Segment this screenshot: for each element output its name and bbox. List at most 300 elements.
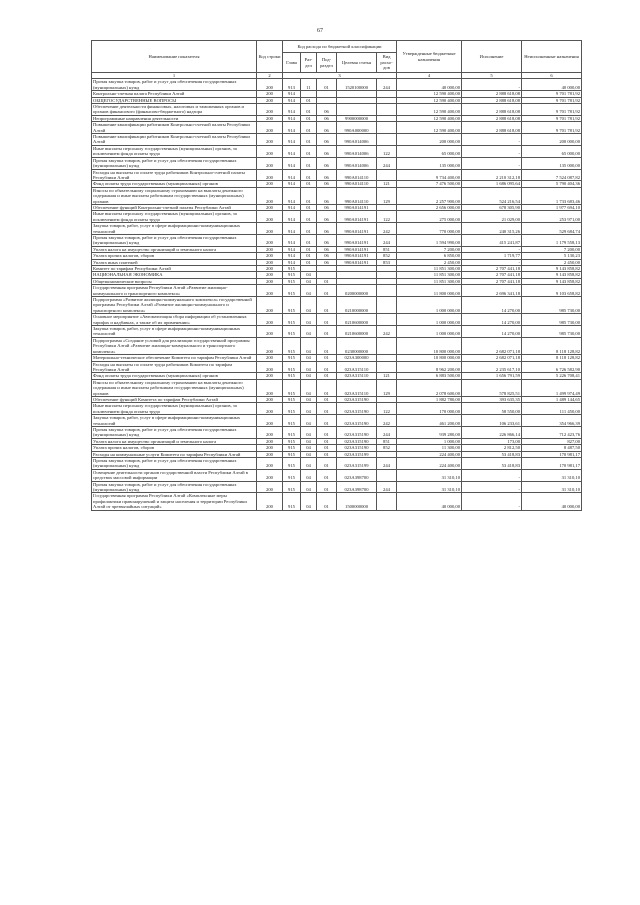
row-code: 200	[257, 297, 283, 314]
row-name: Фонд оплаты труда государственных (муниципальных) органов	[92, 181, 257, 187]
table-row	[92, 134, 582, 146]
row-executed: 1 719,77	[462, 253, 522, 259]
row-glava: 915	[283, 373, 301, 379]
row-approved: 2 450,00	[397, 259, 462, 265]
row-approved: 31 310,10	[397, 469, 462, 481]
row-executed: 58 550,00	[462, 403, 522, 415]
row-prz: 01	[317, 355, 337, 361]
row-name: Закупка товаров, работ, услуг в сфере информационно-коммуникационных технологий	[92, 223, 257, 235]
table-row	[92, 361, 582, 373]
row-not-executed: 8 487,50	[522, 445, 582, 451]
row-glava: 914	[283, 134, 301, 146]
row-executed: 393 635,35	[462, 396, 522, 402]
row-not-executed: 1 499 974,49	[522, 379, 582, 396]
row-code: 200	[257, 493, 283, 510]
row-csr: 990A014191	[337, 234, 377, 246]
row-rz: 04	[301, 396, 317, 402]
row-glava: 915	[283, 469, 301, 481]
row-vr: 853	[377, 259, 397, 265]
row-prz: 01	[317, 379, 337, 396]
row-prz: 01	[317, 285, 337, 297]
row-csr: 023A300000	[337, 355, 377, 361]
row-csr: 023A398700	[337, 481, 377, 493]
row-not-executed: 111 450,00	[522, 403, 582, 415]
row-glava: 914	[283, 91, 301, 97]
row-executed: 1 686 095,64	[462, 181, 522, 187]
row-glava: 915	[283, 272, 301, 278]
row-approved: 1 000 000,00	[397, 326, 462, 338]
row-executed: -	[462, 79, 522, 91]
row-name: Фонд оплаты труда государственных (муниципальных) органов	[92, 373, 257, 379]
row-name: Прочая закупка товаров, работ и услуг для обеспечения государственных (муниципальных) нужд	[92, 458, 257, 470]
row-csr: 990A014191	[337, 211, 377, 223]
row-vr	[377, 169, 397, 181]
header-prz: Под-раздел	[317, 53, 337, 73]
row-vr: 244	[377, 426, 397, 438]
row-approved: 8 962 200,00	[397, 361, 462, 373]
row-csr: 023A315190	[337, 438, 377, 444]
row-rz: 04	[301, 379, 317, 396]
row-name: НАЦИОНАЛЬНАЯ ЭКОНОМИКА	[92, 272, 257, 278]
row-rz: 01	[301, 253, 317, 259]
row-code: 200	[257, 97, 283, 103]
column-number: 5	[462, 73, 522, 79]
header-vr: Вид расхо-дов	[377, 53, 397, 73]
row-approved: 1 000 000,00	[397, 314, 462, 326]
row-approved: 12 590 400,00	[397, 122, 462, 134]
row-code: 200	[257, 115, 283, 121]
row-vr	[377, 469, 397, 481]
row-name: Уплата прочих налогов, сборов	[92, 445, 257, 451]
row-code: 200	[257, 187, 283, 204]
row-approved: 9 734 400,00	[397, 169, 462, 181]
row-rz: 01	[301, 259, 317, 265]
row-approved: 10 800 000,00	[397, 337, 462, 354]
row-glava: 914	[283, 211, 301, 223]
header-glava: Глава	[283, 53, 301, 73]
row-csr: 1500000000	[337, 493, 377, 510]
row-code: 200	[257, 403, 283, 415]
row-glava: 915	[283, 285, 301, 297]
table-row	[92, 379, 582, 396]
row-name: Непрограммные направления деятельности	[92, 115, 257, 121]
row-prz: 01	[317, 278, 337, 284]
row-not-executed: 7 524 087,82	[522, 169, 582, 181]
row-glava: 914	[283, 104, 301, 116]
row-glava: 915	[283, 403, 301, 415]
row-not-executed: 253 971,00	[522, 211, 582, 223]
row-glava: 915	[283, 361, 301, 373]
row-name: Подпрограмма «Создание условий для реализации государственной программы Республики Алтай «Развитие жилищно-коммунального и транспортного комплекса»	[92, 337, 257, 354]
row-rz: 01	[301, 134, 317, 146]
row-prz: 06	[317, 134, 337, 146]
row-approved: 12 590 400,00	[397, 104, 462, 116]
row-not-executed: 9 143 858,82	[522, 272, 582, 278]
row-name: Обеспечение функций Контрольно-счетной палаты Республики Алтай	[92, 204, 257, 210]
row-not-executed: 170 981,17	[522, 458, 582, 470]
row-not-executed: 31 310,10	[522, 469, 582, 481]
row-executed: 240 315,26	[462, 223, 522, 235]
row-executed: 2 707 441,18	[462, 266, 522, 272]
row-not-executed: 31 310,10	[522, 481, 582, 493]
row-prz: 01	[317, 297, 337, 314]
row-vr	[377, 314, 397, 326]
row-vr	[377, 104, 397, 116]
row-glava: 915	[283, 326, 301, 338]
table-row	[92, 234, 582, 246]
row-glava: 914	[283, 115, 301, 121]
row-vr	[377, 122, 397, 134]
table-row	[92, 458, 582, 470]
row-prz: 01	[317, 326, 337, 338]
row-rz: 01	[301, 187, 317, 204]
row-not-executed: 9 103 658,82	[522, 285, 582, 297]
row-rz: 01	[301, 145, 317, 157]
row-not-executed: 9 701 781,92	[522, 122, 582, 134]
row-glava: 915	[283, 415, 301, 427]
row-csr: 0230000000	[337, 337, 377, 354]
row-prz: 06	[317, 187, 337, 204]
row-not-executed: 200 000,00	[522, 134, 582, 146]
row-rz: 04	[301, 361, 317, 373]
row-rz: 01	[301, 157, 317, 169]
row-csr: 990A014006	[337, 134, 377, 146]
row-executed: 2 888 618,08	[462, 122, 522, 134]
row-approved: 40 000,00	[397, 79, 462, 91]
row-approved: 1 000,00	[397, 438, 462, 444]
row-name: Иные выплаты персоналу государственных (муниципальных) органов, за исключением фонда оплаты труда	[92, 145, 257, 157]
row-code: 200	[257, 438, 283, 444]
row-code: 200	[257, 246, 283, 252]
row-prz: 06	[317, 122, 337, 134]
row-prz: 01	[317, 445, 337, 451]
row-rz: 04	[301, 355, 317, 361]
row-csr: 023A315190	[337, 426, 377, 438]
row-glava: 914	[283, 234, 301, 246]
row-vr: 852	[377, 445, 397, 451]
row-prz: 01	[317, 314, 337, 326]
row-rz: 04	[301, 314, 317, 326]
row-approved: 11 851 300,00	[397, 272, 462, 278]
row-approved: 2 078 600,00	[397, 379, 462, 396]
row-prz: 01	[317, 469, 337, 481]
row-name: Обеспечение деятельности финансовых, налоговых и таможенных органов и органов финансового (финансово-бюджетного) надзора	[92, 104, 257, 116]
row-glava: 915	[283, 337, 301, 354]
row-approved: 31 310,10	[397, 481, 462, 493]
row-glava: 914	[283, 169, 301, 181]
row-glava: 915	[283, 458, 301, 470]
row-name: Прочая закупка товаров, работ и услуг для обеспечения государственных (муниципальных) нужд	[92, 79, 257, 91]
row-not-executed: 712 423,76	[522, 426, 582, 438]
row-code: 200	[257, 234, 283, 246]
row-executed: 14 270,00	[462, 314, 522, 326]
row-code: 200	[257, 361, 283, 373]
table-row	[92, 314, 582, 326]
column-number: 6	[522, 73, 582, 79]
row-glava: 914	[283, 157, 301, 169]
row-code: 200	[257, 134, 283, 146]
row-not-executed: 5 226 708,41	[522, 373, 582, 379]
row-vr: 129	[377, 187, 397, 204]
row-vr	[377, 297, 397, 314]
row-vr: 244	[377, 458, 397, 470]
row-not-executed: 9 143 858,82	[522, 278, 582, 284]
row-approved: 770 000,00	[397, 223, 462, 235]
table-row	[92, 157, 582, 169]
table-row	[92, 297, 582, 314]
row-not-executed: 8 118 128,82	[522, 355, 582, 361]
row-vr: 122	[377, 145, 397, 157]
row-name: Основное мероприятие «Автоматизация сбора информации об установленных тарифах и надбавках, а также об их применении»	[92, 314, 257, 326]
row-code: 200	[257, 285, 283, 297]
row-executed: 678 305,90	[462, 204, 522, 210]
row-prz: 01	[317, 426, 337, 438]
row-not-executed: 9 701 781,92	[522, 97, 582, 103]
row-executed: 2 888 618,08	[462, 91, 522, 97]
row-rz: 04	[301, 469, 317, 481]
row-code: 200	[257, 415, 283, 427]
row-not-executed: 985 730,00	[522, 326, 582, 338]
row-glava: 915	[283, 426, 301, 438]
row-vr	[377, 361, 397, 373]
row-rz: 01	[301, 246, 317, 252]
row-approved: 1 882 780,00	[397, 396, 462, 402]
row-csr: 990A014006	[337, 145, 377, 157]
row-name: Расходы на коммунальные услуги Комитета по тарифам Республики Алтай	[92, 451, 257, 457]
row-prz: 01	[317, 396, 337, 402]
row-csr: 990A014110	[337, 187, 377, 204]
row-glava: 915	[283, 266, 301, 272]
row-executed: 14 270,00	[462, 326, 522, 338]
row-code: 200	[257, 373, 283, 379]
row-csr: 023A315190	[337, 403, 377, 415]
row-approved: 939 280,00	[397, 426, 462, 438]
row-prz: 01	[317, 361, 337, 373]
header-code-line: Код строки	[257, 41, 283, 73]
row-glava: 914	[283, 187, 301, 204]
row-name: Государственная программа Республики Алтай «Комплексные меры профилактики правонарушений и защита населения и территории Республики Алтай от чрезвычайных ситуаций»	[92, 493, 257, 510]
row-approved: 224 400,00	[397, 451, 462, 457]
table-row	[92, 79, 582, 91]
row-not-executed: 1 733 683,46	[522, 187, 582, 204]
row-code: 200	[257, 104, 283, 116]
row-csr: 0210000000	[337, 297, 377, 314]
row-glava: 915	[283, 396, 301, 402]
row-csr: 990A014191	[337, 246, 377, 252]
row-code: 200	[257, 259, 283, 265]
row-rz: 01	[301, 223, 317, 235]
row-vr	[377, 285, 397, 297]
row-name: Государственная программа Республики Алтай «Развитие жилищно-коммунального и транспортного комплекса»	[92, 285, 257, 297]
row-not-executed: 7 200,00	[522, 246, 582, 252]
row-code: 200	[257, 481, 283, 493]
header-name: Наименование показателя	[92, 41, 257, 73]
row-code: 200	[257, 266, 283, 272]
row-name: Обеспечение функций Комитета по тарифам Республики Алтай	[92, 396, 257, 402]
row-approved: 65 000,00	[397, 145, 462, 157]
row-csr: 990A014191	[337, 259, 377, 265]
row-not-executed: 827,00	[522, 438, 582, 444]
row-csr: 990A000000	[337, 122, 377, 134]
table-row	[92, 326, 582, 338]
row-executed: 2 235 617,10	[462, 361, 522, 373]
row-vr: 244	[377, 481, 397, 493]
row-code: 200	[257, 379, 283, 396]
row-executed: 2 210 312,18	[462, 169, 522, 181]
row-name: Комитет по тарифам Республики Алтай	[92, 266, 257, 272]
row-not-executed: 1 489 144,65	[522, 396, 582, 402]
row-prz: 06	[317, 234, 337, 246]
row-executed: 173,00	[462, 438, 522, 444]
row-approved: 11 851 300,00	[397, 278, 462, 284]
row-name: Расходы на выплаты по оплате труда работников Контрольно-счетной палаты Республики Алтай	[92, 169, 257, 181]
row-approved: 11 800 000,00	[397, 285, 462, 297]
row-rz: 01	[301, 97, 317, 103]
table-row	[92, 415, 582, 427]
row-approved: 224 400,00	[397, 458, 462, 470]
row-rz: 04	[301, 415, 317, 427]
row-approved: 200 000,00	[397, 134, 462, 146]
row-csr	[337, 104, 377, 116]
row-approved: 2 656 000,00	[397, 204, 462, 210]
row-rz: 04	[301, 451, 317, 457]
row-code: 200	[257, 278, 283, 284]
row-executed: 14 270,00	[462, 297, 522, 314]
row-vr: 242	[377, 326, 397, 338]
row-vr: 122	[377, 211, 397, 223]
row-vr: 244	[377, 157, 397, 169]
row-not-executed: 985 730,00	[522, 314, 582, 326]
row-not-executed: 529 684,74	[522, 223, 582, 235]
row-executed: 578 825,51	[462, 379, 522, 396]
row-code: 200	[257, 204, 283, 210]
row-not-executed: 985 730,00	[522, 297, 582, 314]
row-code: 200	[257, 122, 283, 134]
row-vr	[377, 493, 397, 510]
row-csr: 990A014110	[337, 169, 377, 181]
row-csr: 990A014006	[337, 157, 377, 169]
row-prz: 06	[317, 169, 337, 181]
row-not-executed: 9 701 781,92	[522, 115, 582, 121]
row-not-executed: 1 179 558,13	[522, 234, 582, 246]
header-not-executed: Неисполненные назначения	[522, 41, 582, 73]
row-not-executed: 9 701 781,92	[522, 104, 582, 116]
row-executed: 2 888 618,08	[462, 97, 522, 103]
row-code: 200	[257, 355, 283, 361]
row-rz: 04	[301, 403, 317, 415]
row-prz: 01	[317, 415, 337, 427]
row-approved: 1 000 000,00	[397, 297, 462, 314]
row-prz: 01	[317, 438, 337, 444]
row-csr: 023A315110	[337, 361, 377, 373]
header-execution: Исполнение	[462, 41, 522, 73]
row-code: 200	[257, 79, 283, 91]
row-not-executed: 170 981,17	[522, 451, 582, 457]
row-prz: 06	[317, 181, 337, 187]
header-approved: Утвержденные бюджетные назначения	[397, 41, 462, 73]
row-csr: 023A315199	[337, 451, 377, 457]
row-code: 200	[257, 469, 283, 481]
row-name: Освещение деятельности органов государственной власти Республики Алтай в средствах массовой информации	[92, 469, 257, 481]
table-row	[92, 285, 582, 297]
row-code: 200	[257, 169, 283, 181]
column-number: 4	[397, 73, 462, 79]
row-approved: 2 257 900,00	[397, 187, 462, 204]
row-approved: 12 590 400,00	[397, 91, 462, 97]
row-name: ОБЩЕГОСУДАРСТВЕННЫЕ ВОПРОСЫ	[92, 97, 257, 103]
row-not-executed: 9 701 781,92	[522, 91, 582, 97]
row-glava: 915	[283, 278, 301, 284]
page-number: 67	[317, 28, 323, 34]
row-code: 200	[257, 157, 283, 169]
row-approved: 275 000,00	[397, 211, 462, 223]
row-rz: 01	[301, 104, 317, 116]
row-glava: 914	[283, 97, 301, 103]
row-code: 200	[257, 91, 283, 97]
row-approved: 170 000,00	[397, 403, 462, 415]
row-code: 200	[257, 458, 283, 470]
row-executed: 2 707 441,18	[462, 278, 522, 284]
row-rz: 01	[301, 211, 317, 223]
row-vr	[377, 134, 397, 146]
row-name: Подпрограмма «Развитие жилищно-коммунального комплекса» государственной программы Республики Алтай «Развитие жилищно-коммунального и транспортного комплекса»	[92, 297, 257, 314]
row-not-executed: 5 130,23	[522, 253, 582, 259]
row-prz: 01	[317, 79, 337, 91]
row-executed: -	[462, 481, 522, 493]
row-code: 200	[257, 181, 283, 187]
row-csr: 023A315190	[337, 445, 377, 451]
row-glava: 915	[283, 297, 301, 314]
row-csr: 9900000000	[337, 115, 377, 121]
row-not-executed: 6 726 582,90	[522, 361, 582, 373]
row-code: 200	[257, 426, 283, 438]
row-name: Закупка товаров, работ, услуг в сфере информационно-коммуникационных технологий	[92, 415, 257, 427]
row-not-executed: 354 966,39	[522, 415, 582, 427]
row-executed: -	[462, 145, 522, 157]
row-not-executed: 40 000,00	[522, 493, 582, 510]
row-name: Иные выплаты персоналу государственных (муниципальных) органов, за исключением фонда оплаты труда	[92, 211, 257, 223]
row-glava: 914	[283, 122, 301, 134]
table-row	[92, 104, 582, 116]
row-csr: 0210600000	[337, 314, 377, 326]
row-name: Повышение квалификации работников Контрольно-счетной палаты Республики Алтай	[92, 122, 257, 134]
row-executed: -	[462, 493, 522, 510]
row-rz: 04	[301, 438, 317, 444]
row-not-executed: 2 450,00	[522, 259, 582, 265]
row-rz: 04	[301, 272, 317, 278]
column-number: 2	[257, 73, 283, 79]
row-code: 200	[257, 326, 283, 338]
row-csr: 023A315199	[337, 458, 377, 470]
row-rz: 04	[301, 481, 317, 493]
row-name: Общеэкономические вопросы	[92, 278, 257, 284]
row-not-executed: 5 790 404,36	[522, 181, 582, 187]
table-row	[92, 403, 582, 415]
row-executed: 2 888 618,08	[462, 115, 522, 121]
row-glava: 915	[283, 355, 301, 361]
row-name: Уплата прочих налогов, сборов	[92, 253, 257, 259]
row-csr: 023A315190	[337, 396, 377, 402]
table-row	[92, 145, 582, 157]
row-prz: 06	[317, 115, 337, 121]
row-prz: 01	[317, 458, 337, 470]
row-not-executed: 65 000,00	[522, 145, 582, 157]
row-not-executed: 135 000,00	[522, 157, 582, 169]
row-prz: 01	[317, 337, 337, 354]
row-vr: 244	[377, 79, 397, 91]
row-rz: 04	[301, 278, 317, 284]
row-glava: 915	[283, 451, 301, 457]
